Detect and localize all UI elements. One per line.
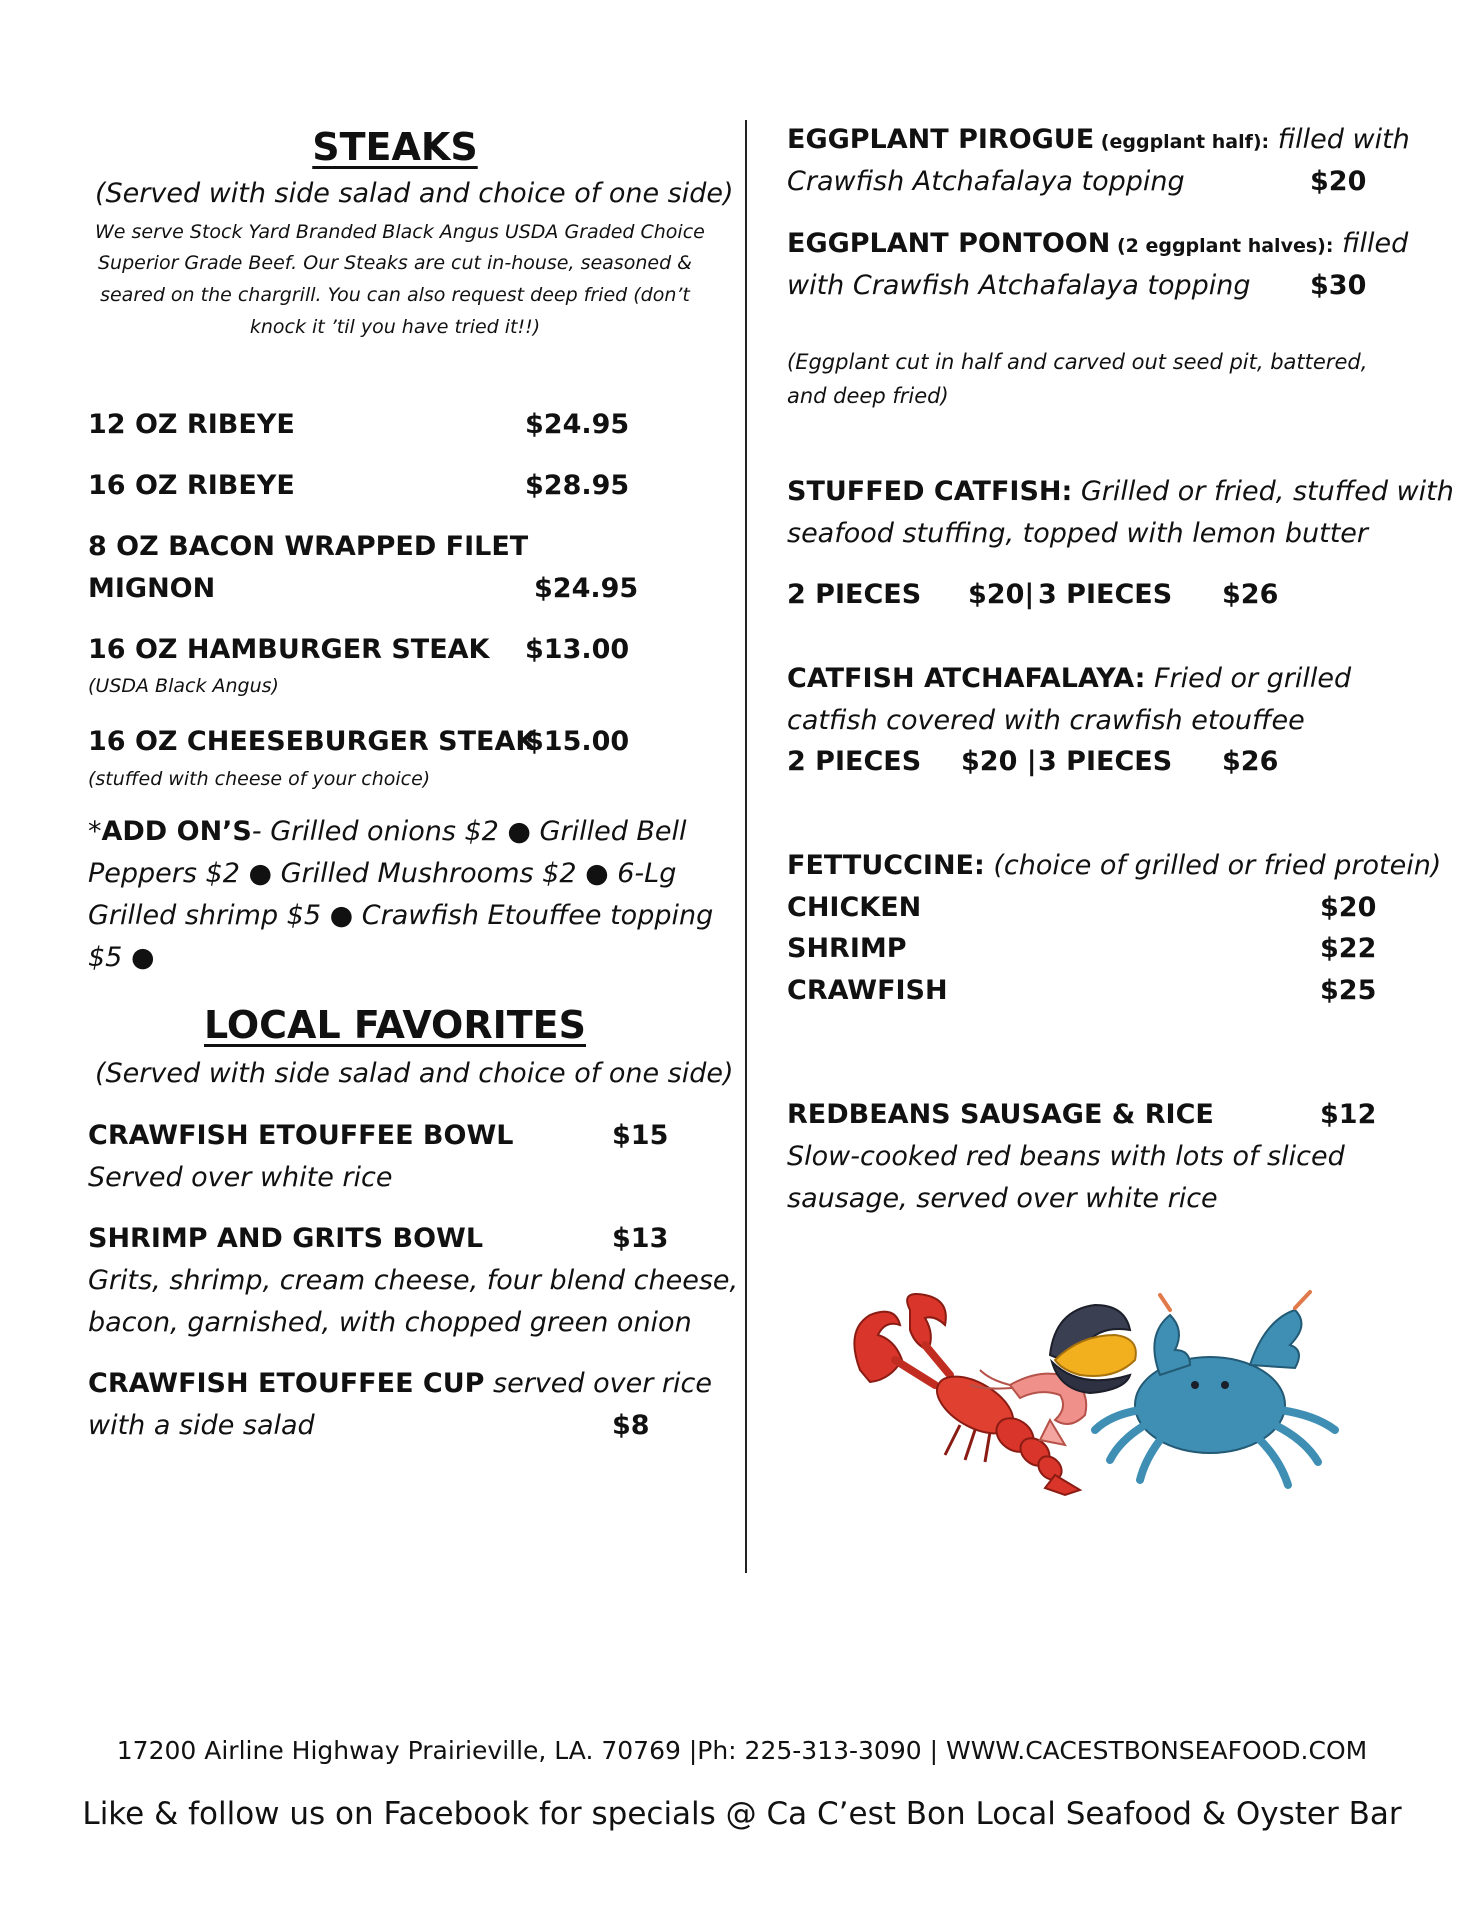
menu-item-name: SHRIMP AND GRITS BOWL bbox=[88, 1223, 484, 1254]
menu-item-price: $26 bbox=[1222, 579, 1279, 610]
menu-item-qualifier: (eggplant half): bbox=[1094, 131, 1270, 153]
menu-item-name: REDBEANS SAUSAGE & RICE bbox=[787, 1099, 1214, 1130]
menu-item-name: CATFISH ATCHAFALAYA: bbox=[787, 663, 1146, 694]
add-ons-prefix: * bbox=[88, 816, 102, 847]
menu-item-name: 16 OZ RIBEYE bbox=[88, 470, 295, 501]
menu-item-description: seafood stuffing, topped with lemon butter bbox=[787, 518, 1369, 549]
add-ons-line bbox=[88, 816, 687, 847]
local-favorites-heading: LOCAL FAVORITES bbox=[203, 1003, 587, 1047]
menu-item-name: EGGPLANT PIROGUE bbox=[787, 124, 1095, 155]
menu-item-name: 16 OZ HAMBURGER STEAK bbox=[88, 634, 490, 665]
menu-item-note: (choice of grilled or fried protein) bbox=[984, 850, 1442, 881]
add-ons-text: $5 ● bbox=[88, 942, 155, 973]
menu-item-price: $28.95 bbox=[525, 470, 630, 501]
menu-item-price: $25 bbox=[1320, 975, 1377, 1006]
menu-item-price: $13 bbox=[612, 1223, 669, 1254]
fettuccine-option: CHICKEN bbox=[787, 892, 922, 923]
menu-item-description: filled with bbox=[1269, 124, 1410, 155]
menu-item-price: $15.00 bbox=[525, 726, 630, 757]
menu-item-name: CRAWFISH ETOUFFEE BOWL bbox=[88, 1120, 514, 1151]
menu-item-qualifier: (2 eggplant halves): bbox=[1110, 235, 1334, 257]
menu-item-description: Slow-cooked red beans with lots of sliced bbox=[787, 1141, 1345, 1172]
menu-item-price: $20 bbox=[1320, 892, 1377, 923]
fettuccine-option: SHRIMP bbox=[787, 933, 907, 964]
menu-item-description: with a side salad bbox=[88, 1410, 315, 1441]
steaks-description-line: knock it ’til you have tried it!!) bbox=[249, 316, 541, 338]
pieces-label: 3 PIECES bbox=[1038, 579, 1173, 610]
menu-item-name: 12 OZ RIBEYE bbox=[88, 409, 295, 440]
menu-item-name: EGGPLANT PONTOON bbox=[787, 228, 1111, 259]
menu-item-cup bbox=[88, 1368, 712, 1399]
menu-item-description: Grilled or fried, stuffed with bbox=[1072, 476, 1454, 507]
menu-item-name: CRAWFISH ETOUFFEE CUP bbox=[88, 1368, 485, 1399]
menu-item-description: Served over white rice bbox=[88, 1162, 393, 1193]
steaks-served-note: (Served with side salad and choice of one side) bbox=[95, 178, 734, 209]
menu-item-description: with Crawfish Atchafalaya topping bbox=[787, 270, 1251, 301]
pieces-label: 2 PIECES bbox=[787, 579, 922, 610]
add-ons-text: Grilled shrimp $5 ● Crawfish Etouffee topping bbox=[88, 900, 714, 931]
menu-item-price: $20 bbox=[1310, 166, 1367, 197]
menu-item-description: filled bbox=[1333, 228, 1409, 259]
menu-item-description: Crawfish Atchafalaya topping bbox=[787, 166, 1185, 197]
add-ons-text: - Grilled onions $2 ● Grilled Bell bbox=[251, 816, 687, 847]
eggplant-note: and deep fried) bbox=[787, 384, 949, 408]
menu-item-price: $26 bbox=[1222, 746, 1279, 777]
menu-item-description: Fried or grilled bbox=[1145, 663, 1352, 694]
menu-item-price: $12 bbox=[1320, 1099, 1377, 1130]
pontoon-title-line bbox=[787, 228, 1408, 259]
seafood-illustration bbox=[840, 1290, 1360, 1500]
steaks-description-line: seared on the chargrill. You can also request deep fried (don’t bbox=[100, 284, 690, 306]
menu-item-name: MIGNON bbox=[88, 573, 216, 604]
menu-item-description: Grits, shrimp, cream cheese, four blend cheese, bbox=[88, 1265, 739, 1296]
add-ons-text: Peppers $2 ● Grilled Mushrooms $2 ● 6-Lg bbox=[88, 858, 677, 889]
crab-icon bbox=[1095, 1292, 1335, 1485]
pieces-label: 2 PIECES bbox=[787, 746, 922, 777]
menu-item-description: sausage, served over white rice bbox=[787, 1183, 1218, 1214]
footer-address: 17200 Airline Highway Prairieville, LA. 70769 |Ph: 225-313-3090 | WWW.CACESTBONSEAFOOD.COM bbox=[116, 1736, 1368, 1765]
menu-item-price: $20 | bbox=[961, 746, 1037, 777]
menu-item-price: $30 bbox=[1310, 270, 1367, 301]
catfish-atchafalaya-title-line bbox=[787, 663, 1351, 694]
menu-item-price: $15 bbox=[612, 1120, 669, 1151]
menu-item-price: $13.00 bbox=[525, 634, 630, 665]
menu-item-description: catfish covered with crawfish etouffee bbox=[787, 705, 1305, 736]
steaks-description-line: Superior Grade Beef. Our Steaks are cut in-house, seasoned & bbox=[98, 252, 692, 274]
menu-item-price: $24.95 bbox=[534, 573, 639, 604]
menu-item-price: $24.95 bbox=[525, 409, 630, 440]
mussel-icon bbox=[1050, 1305, 1136, 1393]
steaks-description-line: We serve Stock Yard Branded Black Angus USDA Graded Choice bbox=[95, 221, 705, 243]
steaks-heading: STEAKS bbox=[312, 125, 478, 169]
local-favorites-served-note: (Served with side salad and choice of one side) bbox=[95, 1058, 734, 1089]
column-divider bbox=[745, 120, 747, 1573]
eggplant-note: (Eggplant cut in half and carved out seed pit, battered, bbox=[787, 350, 1368, 374]
footer-facebook: Like & follow us on Facebook for specials @ Ca C’est Bon Local Seafood & Oyster Bar bbox=[82, 1796, 1402, 1832]
crawfish-icon bbox=[854, 1294, 1080, 1495]
add-ons-label: ADD ON’S bbox=[101, 816, 252, 847]
menu-item-description: bacon, garnished, with chopped green onion bbox=[88, 1307, 692, 1338]
menu-item-price: $22 bbox=[1320, 933, 1377, 964]
menu-item-name: STUFFED CATFISH: bbox=[787, 476, 1073, 507]
pirogue-title-line bbox=[787, 124, 1410, 155]
pieces-label: 3 PIECES bbox=[1038, 746, 1173, 777]
menu-item-note: (stuffed with cheese of your choice) bbox=[88, 768, 431, 790]
menu-item-name: FETTUCCINE: bbox=[787, 850, 985, 881]
stuffed-catfish-title-line bbox=[787, 476, 1454, 507]
menu-item-description: served over rice bbox=[484, 1368, 712, 1399]
fettuccine-title-line bbox=[787, 850, 1441, 881]
menu-item-note: (USDA Black Angus) bbox=[88, 675, 279, 697]
menu-item-price: $20| bbox=[968, 579, 1035, 610]
menu-item-price: $8 bbox=[612, 1410, 650, 1441]
fettuccine-option: CRAWFISH bbox=[787, 975, 948, 1006]
menu-item-name: 8 OZ BACON WRAPPED FILET bbox=[88, 531, 529, 562]
menu-item-name: 16 OZ CHEESEBURGER STEAK bbox=[88, 726, 537, 757]
